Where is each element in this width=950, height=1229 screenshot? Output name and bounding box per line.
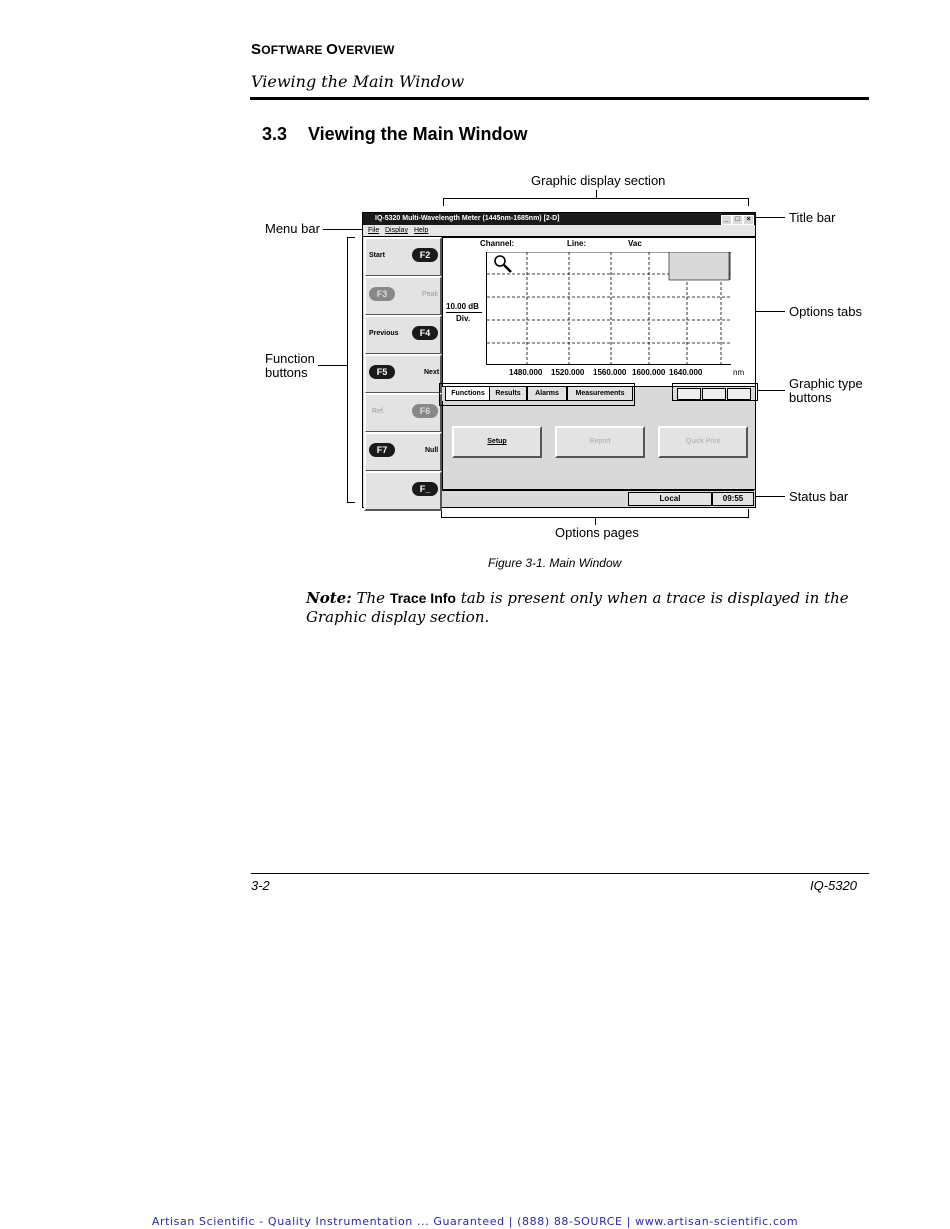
menu-help[interactable]: Help [414, 227, 429, 234]
fkey-label: Ref. [372, 408, 385, 415]
graphic-type-highlight [672, 383, 758, 401]
graphic-display [442, 237, 756, 387]
tab-results[interactable]: Results [489, 386, 527, 401]
fkey-badge: F6 [412, 404, 438, 418]
minimize-icon[interactable]: _ [721, 215, 732, 225]
section-title: Viewing the Main Window [308, 124, 528, 144]
options-page [442, 401, 756, 490]
bracket-tick-left [443, 198, 444, 206]
magnifier-icon[interactable] [493, 254, 513, 274]
window-title: IQ-5320 Multi-Wavelength Meter (1445nm-1685nm) [2-D] [375, 215, 560, 222]
callout-function-line1: Function [265, 351, 315, 366]
bracket-function-buttons [347, 237, 348, 503]
fkey-badge: F3 [369, 287, 395, 301]
fkey-badge: F4 [412, 326, 438, 340]
line-label: Line: [567, 239, 587, 248]
zoom-preview-box [669, 252, 729, 280]
callout-menu-bar: Menu bar [265, 221, 320, 236]
bracket-op-right [748, 509, 749, 517]
bracket-tick-center [596, 190, 597, 198]
header-rest: OFTWARE [261, 43, 327, 57]
section-heading [262, 124, 528, 145]
fkey-null[interactable] [364, 432, 442, 472]
callout-status-bar: Status bar [789, 489, 849, 504]
fkey-badge: F7 [369, 443, 395, 457]
header-rule [250, 97, 869, 100]
x-tick: 1640.000 [669, 368, 703, 377]
x-tick: 1480.000 [509, 368, 543, 377]
leader-title-bar [755, 217, 785, 218]
fkey-previous[interactable] [364, 315, 442, 355]
main-window-screenshot [362, 212, 756, 508]
bracket-fb-top [347, 237, 355, 238]
scale-label: 10.00 dB [446, 302, 479, 311]
channel-label: Channel: [480, 239, 515, 248]
bracket-tick-right [748, 198, 749, 206]
close-icon[interactable]: × [743, 215, 754, 225]
leader-graphic-type [757, 390, 785, 391]
header-initial-2: O [326, 41, 339, 58]
tab-alarms[interactable]: Alarms [527, 386, 567, 401]
page-number: 3-2 [251, 878, 270, 893]
section-number: 3.3 [262, 124, 288, 144]
fkey-label: Previous [369, 330, 399, 337]
tab-measurements[interactable]: Measurements [567, 386, 633, 401]
callout-function-buttons [265, 352, 315, 380]
fkey-badge: F2 [412, 248, 438, 262]
artisan-banner[interactable]: Artisan Scientific - Quality Instrumentation ... Guaranteed | (888) 88-SOURCE | www.artisan-scientific.com [151, 1215, 799, 1228]
options-tabs-highlight [439, 383, 635, 406]
fkey-start[interactable] [364, 237, 442, 277]
callout-graphic-type-line2: buttons [789, 390, 832, 405]
note-text-2: tab is present only when a trace is displayed in the Graphic display section. [306, 589, 849, 626]
figure-caption: Figure 3-1. Main Window [488, 556, 622, 570]
report-button[interactable]: Report [555, 426, 645, 458]
callout-title-bar: Title bar [789, 210, 836, 225]
note-code: Trace Info [389, 590, 456, 606]
bracket-graphic-display [443, 198, 749, 199]
fkey-peak[interactable] [364, 276, 442, 316]
callout-function-line2: buttons [265, 365, 308, 380]
fkey-next[interactable] [364, 354, 442, 394]
callout-options-pages: Options pages [555, 525, 639, 540]
bracket-fb-bottom [347, 502, 355, 503]
tab-functions[interactable]: Functions [445, 386, 491, 401]
footer-rule [251, 873, 869, 874]
fkey-label: Next [424, 369, 440, 376]
running-header [251, 41, 395, 58]
unit-label: nm [733, 368, 745, 377]
note-text-1: The [351, 589, 390, 607]
running-subheader: Viewing the Main Window [251, 72, 465, 91]
product-name: IQ-5320 [810, 878, 857, 893]
title-bar [363, 213, 755, 225]
menu-display[interactable]: Display [385, 227, 408, 234]
status-time: 09:55 [712, 492, 754, 506]
maximize-icon[interactable]: □ [732, 215, 743, 225]
callout-graphic-display: Graphic display section [531, 173, 666, 188]
x-tick: 1560.000 [593, 368, 627, 377]
fkey-badge: F5 [369, 365, 395, 379]
fkey-label: Null [425, 447, 439, 454]
callout-graphic-type [789, 377, 863, 405]
vac-label: Vac [628, 239, 642, 248]
leader-function-buttons [318, 365, 347, 366]
note-label: Note: [306, 589, 352, 607]
status-mode: Local [628, 492, 712, 506]
status-bar [442, 490, 754, 507]
leader-status-bar [755, 496, 785, 497]
callout-graphic-type-line1: Graphic type [789, 376, 863, 391]
scale-divider [446, 312, 482, 313]
fkey-ref[interactable] [364, 393, 442, 433]
x-tick: 1600.000 [632, 368, 666, 377]
menu-file[interactable]: File [368, 227, 380, 234]
menu-bar [363, 225, 755, 237]
div-label: Div. [456, 314, 471, 323]
fkey-label: Peak [422, 291, 438, 298]
leader-menu-bar [323, 229, 363, 230]
header-rest-2: VERVIEW [338, 43, 395, 57]
x-tick: 1520.000 [551, 368, 585, 377]
setup-button[interactable]: Setup [452, 426, 542, 458]
header-initial: S [251, 41, 262, 58]
bracket-op-center [595, 517, 596, 525]
fkey-more[interactable] [364, 471, 442, 511]
quick-print-button[interactable]: Quick Print [658, 426, 748, 458]
fkey-label: Start [369, 252, 385, 259]
fkey-badge: F_ [412, 482, 438, 496]
trace-plot [486, 252, 731, 365]
callout-options-tabs: Options tabs [789, 304, 862, 319]
function-buttons-panel [363, 237, 441, 507]
note [306, 589, 866, 627]
